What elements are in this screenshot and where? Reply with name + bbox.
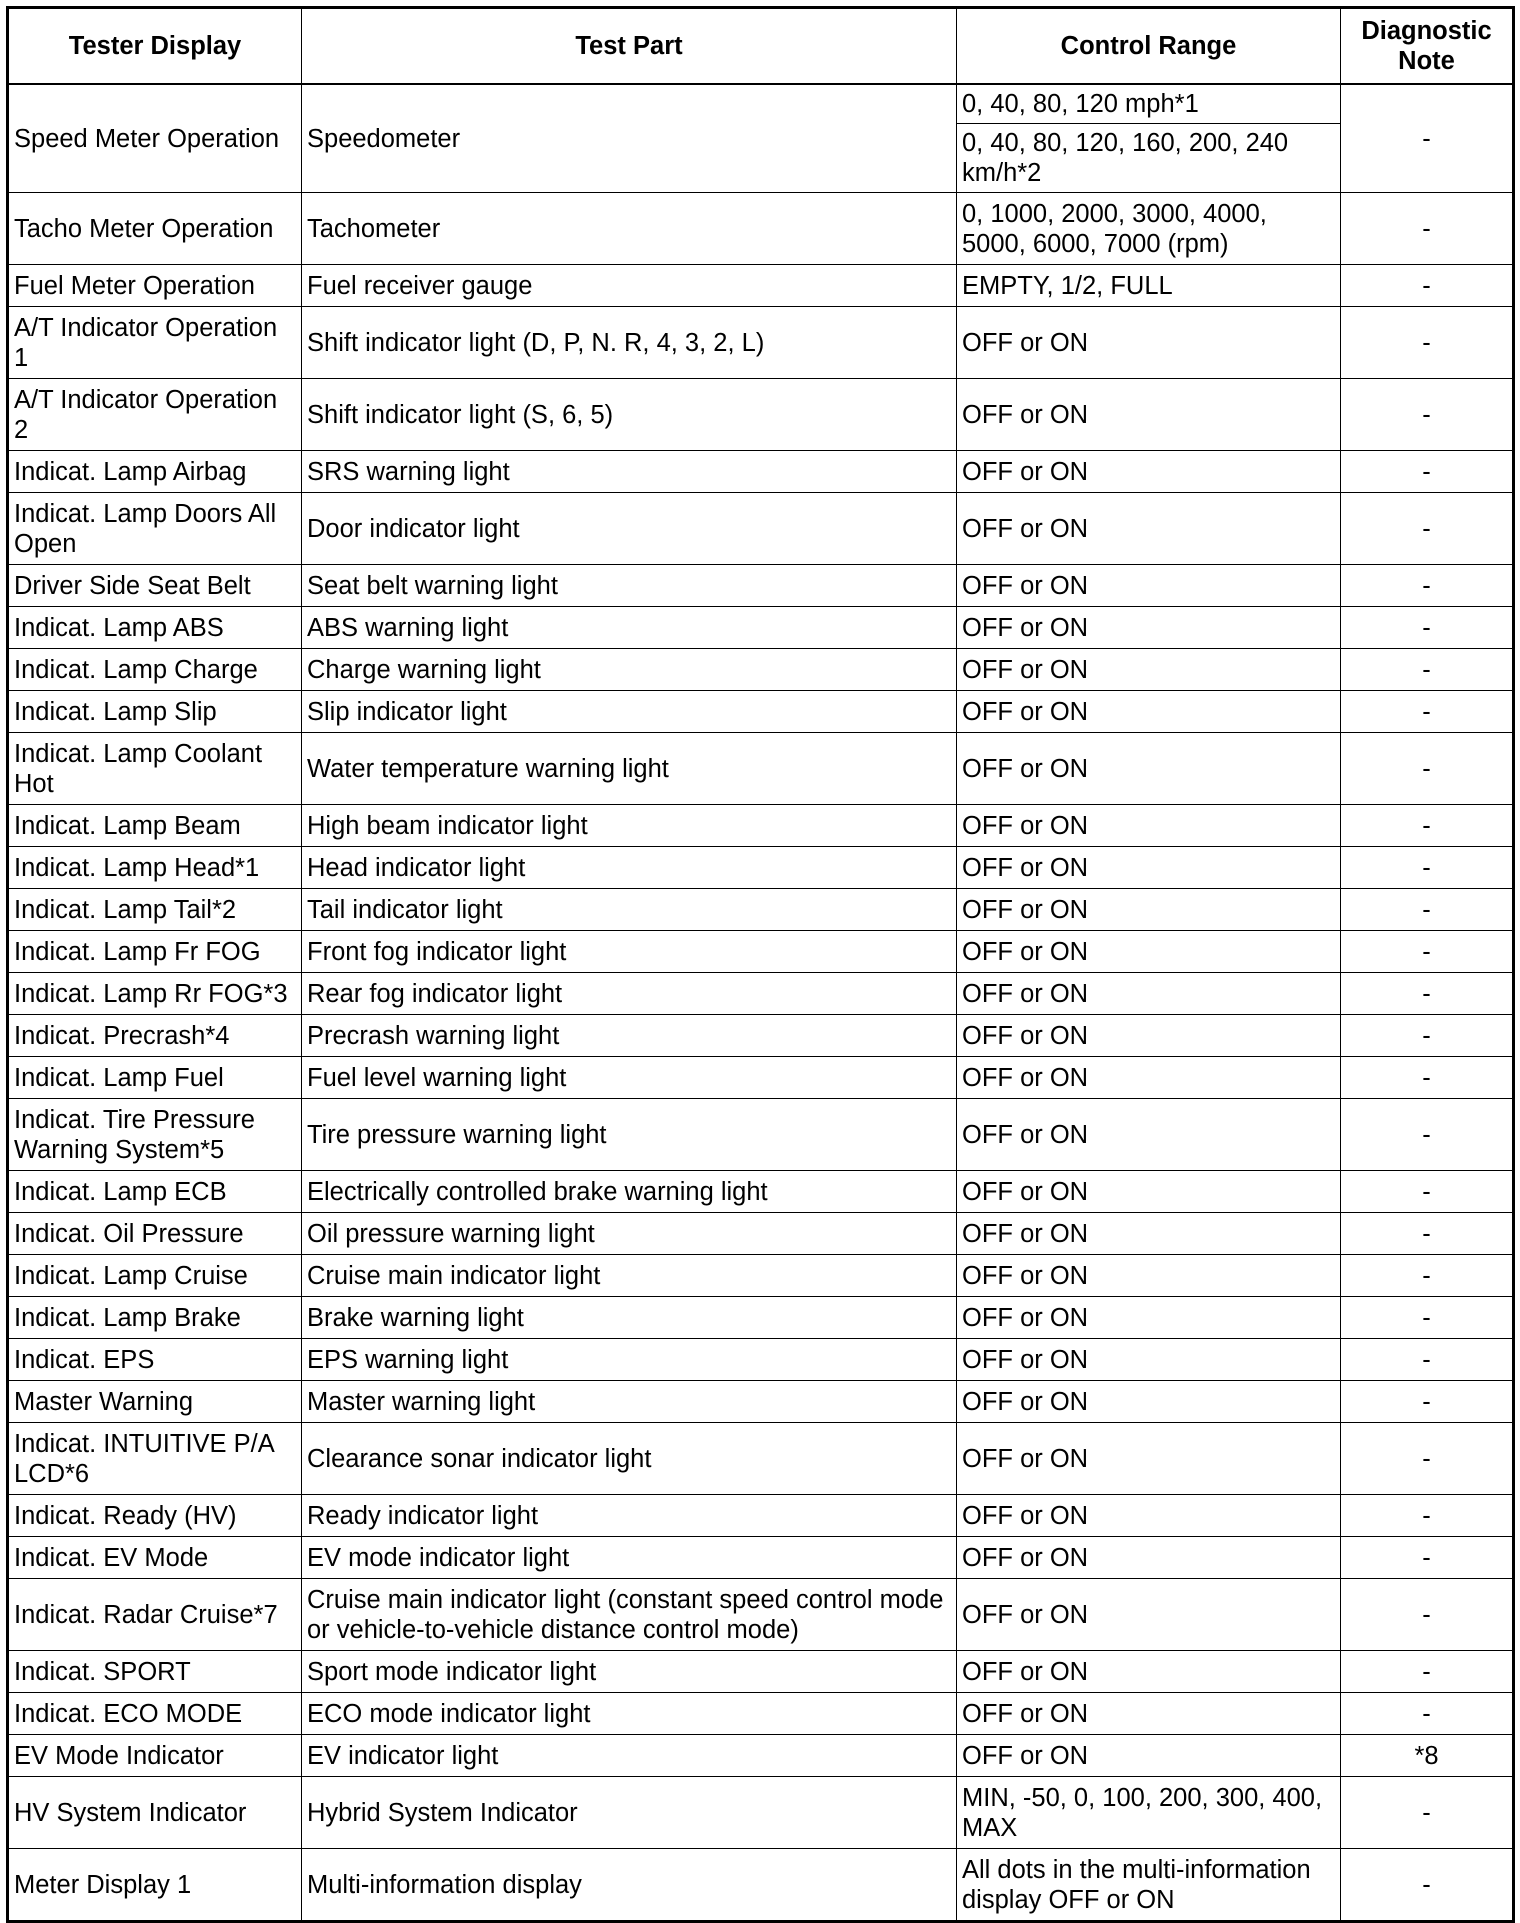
tester-display-cell: Indicat. Lamp Fr FOG	[8, 931, 302, 973]
tester-display-cell: Indicat. Lamp Slip	[8, 691, 302, 733]
test-part-cell: Tachometer	[302, 193, 957, 265]
control-range-cell: OFF or ON	[957, 451, 1341, 493]
table-row	[8, 1255, 1514, 1297]
table-row	[8, 1297, 1514, 1339]
diagnostic-note-cell: -	[1341, 1339, 1514, 1381]
table-row	[8, 931, 1514, 973]
header-row	[8, 8, 1514, 85]
diagnostic-note-cell: -	[1341, 733, 1514, 805]
control-range-cell: MIN, -50, 0, 100, 200, 300, 400, MAX	[957, 1777, 1341, 1849]
control-range-cell: OFF or ON	[957, 973, 1341, 1015]
diagnostic-note-cell: -	[1341, 1057, 1514, 1099]
active-test-table	[6, 6, 1515, 1923]
table-row	[8, 1495, 1514, 1537]
diagnostic-note-cell: -	[1341, 1381, 1514, 1423]
tester-display-cell: Driver Side Seat Belt	[8, 565, 302, 607]
control-range-cell: OFF or ON	[957, 691, 1341, 733]
test-part-cell: Cruise main indicator light (constant speed control mode or vehicle-to-vehicle distance control mode)	[302, 1579, 957, 1651]
tester-display-cell: Indicat. Ready (HV)	[8, 1495, 302, 1537]
table-row	[8, 565, 1514, 607]
table-row	[8, 1693, 1514, 1735]
diagnostic-note-cell: -	[1341, 1495, 1514, 1537]
table-row	[8, 1213, 1514, 1255]
tester-display-cell: Indicat. Lamp ABS	[8, 607, 302, 649]
control-range-cell: OFF or ON	[957, 1015, 1341, 1057]
control-range-cell: OFF or ON	[957, 805, 1341, 847]
diagnostic-note-cell: -	[1341, 1651, 1514, 1693]
table-row	[8, 1537, 1514, 1579]
diagnostic-note-cell: -	[1341, 805, 1514, 847]
test-part-cell: Clearance sonar indicator light	[302, 1423, 957, 1495]
test-part-cell: Brake warning light	[302, 1297, 957, 1339]
control-range-cell: OFF or ON	[957, 607, 1341, 649]
test-part-cell: Water temperature warning light	[302, 733, 957, 805]
test-part-cell: Front fog indicator light	[302, 931, 957, 973]
diagnostic-note-cell: -	[1341, 1693, 1514, 1735]
table-row	[8, 847, 1514, 889]
header-tester-display: Tester Display	[8, 8, 302, 85]
test-part-cell: EPS warning light	[302, 1339, 957, 1381]
table-row	[8, 805, 1514, 847]
test-part-cell: Electrically controlled brake warning light	[302, 1171, 957, 1213]
tester-display-cell: Indicat. SPORT	[8, 1651, 302, 1693]
diagnostic-note-cell: -	[1341, 493, 1514, 565]
tester-display-cell: Indicat. Lamp Head*1	[8, 847, 302, 889]
header-test-part: Test Part	[302, 8, 957, 85]
tester-display-cell: Indicat. Lamp Tail*2	[8, 889, 302, 931]
control-range-cell: OFF or ON	[957, 1255, 1341, 1297]
table-row	[8, 1849, 1514, 1922]
table-row	[8, 265, 1514, 307]
test-part-cell: Multi-information display	[302, 1849, 957, 1922]
test-part-cell: EV indicator light	[302, 1735, 957, 1777]
control-range-cell: OFF or ON	[957, 649, 1341, 691]
test-part-cell: Shift indicator light (S, 6, 5)	[302, 379, 957, 451]
control-range-cell: 0, 1000, 2000, 3000, 4000, 5000, 6000, 7000 (rpm)	[957, 193, 1341, 265]
tester-display-cell: A/T Indicator Operation 1	[8, 307, 302, 379]
test-part-cell: Slip indicator light	[302, 691, 957, 733]
control-range-cell: OFF or ON	[957, 931, 1341, 973]
table-row	[8, 1579, 1514, 1651]
diagnostic-note-cell: -	[1341, 265, 1514, 307]
tester-display-cell: Indicat. ECO MODE	[8, 1693, 302, 1735]
diagnostic-note-cell: -	[1341, 1015, 1514, 1057]
diagnostic-note-cell: -	[1341, 1537, 1514, 1579]
tester-display-cell: Indicat. Precrash*4	[8, 1015, 302, 1057]
tester-display-cell: Indicat. EPS	[8, 1339, 302, 1381]
table-row	[8, 379, 1514, 451]
test-part-cell: Cruise main indicator light	[302, 1255, 957, 1297]
tester-display-cell: Indicat. Lamp Charge	[8, 649, 302, 691]
table-row	[8, 1423, 1514, 1495]
tester-display-cell: Indicat. Lamp Fuel	[8, 1057, 302, 1099]
control-range-cell: OFF or ON	[957, 1423, 1341, 1495]
test-part-cell: SRS warning light	[302, 451, 957, 493]
control-range-cell: OFF or ON	[957, 307, 1341, 379]
control-range-cell: OFF or ON	[957, 1213, 1341, 1255]
control-range-cell: OFF or ON	[957, 379, 1341, 451]
table-row	[8, 1381, 1514, 1423]
test-part-cell: Hybrid System Indicator	[302, 1777, 957, 1849]
tester-display-cell: A/T Indicator Operation 2	[8, 379, 302, 451]
test-part-cell: ECO mode indicator light	[302, 1693, 957, 1735]
tester-display-cell: Indicat. Radar Cruise*7	[8, 1579, 302, 1651]
test-part-cell: Precrash warning light	[302, 1015, 957, 1057]
table-row	[8, 1735, 1514, 1777]
diagnostic-note-cell: -	[1341, 1777, 1514, 1849]
diagnostic-note-cell: -	[1341, 1255, 1514, 1297]
control-range-cell: OFF or ON	[957, 1651, 1341, 1693]
control-range-cell: OFF or ON	[957, 1579, 1341, 1651]
diagnostic-note-cell: -	[1341, 931, 1514, 973]
table-row	[8, 1015, 1514, 1057]
table-row	[8, 193, 1514, 265]
diagnostic-note-cell: -	[1341, 847, 1514, 889]
table-row	[8, 1777, 1514, 1849]
table-row	[8, 451, 1514, 493]
header-control-range: Control Range	[957, 8, 1341, 85]
diagnostic-note-cell: -	[1341, 1213, 1514, 1255]
tester-display-cell: Tacho Meter Operation	[8, 193, 302, 265]
table-row	[8, 307, 1514, 379]
tester-display-cell: HV System Indicator	[8, 1777, 302, 1849]
control-range-cell: OFF or ON	[957, 1171, 1341, 1213]
tester-display-cell: Indicat. Lamp Coolant Hot	[8, 733, 302, 805]
tester-display-cell: Indicat. INTUITIVE P/A LCD*6	[8, 1423, 302, 1495]
control-range-cell: OFF or ON	[957, 1057, 1341, 1099]
diagnostic-note-cell: -	[1341, 1171, 1514, 1213]
tester-display-cell: Indicat. Lamp Brake	[8, 1297, 302, 1339]
control-range-cell: OFF or ON	[957, 1735, 1341, 1777]
test-part-cell: EV mode indicator light	[302, 1537, 957, 1579]
control-range-cell: 0, 40, 80, 120, 160, 200, 240 km/h*2	[957, 124, 1341, 193]
tester-display-cell: Speed Meter Operation	[8, 84, 302, 193]
table-row	[8, 84, 1514, 124]
tester-display-cell: Meter Display 1	[8, 1849, 302, 1922]
table-row	[8, 1651, 1514, 1693]
test-part-cell: Head indicator light	[302, 847, 957, 889]
table-row	[8, 733, 1514, 805]
test-part-cell: Speedometer	[302, 84, 957, 193]
test-part-cell: High beam indicator light	[302, 805, 957, 847]
test-part-cell: Fuel receiver gauge	[302, 265, 957, 307]
test-part-cell: ABS warning light	[302, 607, 957, 649]
control-range-cell: OFF or ON	[957, 1537, 1341, 1579]
diagnostic-note-cell: -	[1341, 193, 1514, 265]
table-row	[8, 1339, 1514, 1381]
table-row	[8, 889, 1514, 931]
control-range-cell: OFF or ON	[957, 565, 1341, 607]
control-range-cell: OFF or ON	[957, 1381, 1341, 1423]
control-range-cell: OFF or ON	[957, 1495, 1341, 1537]
control-range-cell: OFF or ON	[957, 1339, 1341, 1381]
control-range-cell: OFF or ON	[957, 889, 1341, 931]
diagnostic-note-cell: -	[1341, 307, 1514, 379]
table-row	[8, 1171, 1514, 1213]
test-part-cell: Sport mode indicator light	[302, 1651, 957, 1693]
diagnostic-note-cell: -	[1341, 889, 1514, 931]
test-part-cell: Charge warning light	[302, 649, 957, 691]
diagnostic-note-cell: -	[1341, 1423, 1514, 1495]
control-range-cell: OFF or ON	[957, 847, 1341, 889]
table-row	[8, 1099, 1514, 1171]
diagnostic-note-cell: -	[1341, 379, 1514, 451]
control-range-cell: All dots in the multi-information display OFF or ON	[957, 1849, 1341, 1922]
diagnostic-note-cell: -	[1341, 451, 1514, 493]
control-range-cell: OFF or ON	[957, 1297, 1341, 1339]
test-part-cell: Seat belt warning light	[302, 565, 957, 607]
test-part-cell: Rear fog indicator light	[302, 973, 957, 1015]
control-range-cell: OFF or ON	[957, 493, 1341, 565]
tester-display-cell: Indicat. Lamp Rr FOG*3	[8, 973, 302, 1015]
test-part-cell: Door indicator light	[302, 493, 957, 565]
tester-display-cell: Indicat. Lamp Airbag	[8, 451, 302, 493]
diagnostic-note-cell: -	[1341, 565, 1514, 607]
control-range-cell: 0, 40, 80, 120 mph*1	[957, 84, 1341, 124]
table-row	[8, 649, 1514, 691]
test-part-cell: Tire pressure warning light	[302, 1099, 957, 1171]
test-part-cell: Fuel level warning light	[302, 1057, 957, 1099]
diagnostic-note-cell: -	[1341, 607, 1514, 649]
control-range-cell: OFF or ON	[957, 733, 1341, 805]
table-row	[8, 973, 1514, 1015]
header-diagnostic-note: Diagnostic Note	[1341, 8, 1514, 85]
diagnostic-note-cell: -	[1341, 84, 1514, 193]
diagnostic-note-cell: -	[1341, 1099, 1514, 1171]
diagnostic-note-cell: -	[1341, 649, 1514, 691]
control-range-cell: OFF or ON	[957, 1099, 1341, 1171]
tester-display-cell: Indicat. Lamp Beam	[8, 805, 302, 847]
tester-display-cell: Indicat. Tire Pressure Warning System*5	[8, 1099, 302, 1171]
test-part-cell: Shift indicator light (D, P, N. R, 4, 3, 2, L)	[302, 307, 957, 379]
tester-display-cell: Fuel Meter Operation	[8, 265, 302, 307]
test-part-cell: Tail indicator light	[302, 889, 957, 931]
diagnostic-note-cell: -	[1341, 1849, 1514, 1922]
control-range-cell: OFF or ON	[957, 1693, 1341, 1735]
tester-display-cell: Master Warning	[8, 1381, 302, 1423]
diagnostic-note-cell: *8	[1341, 1735, 1514, 1777]
diagnostic-note-cell: -	[1341, 691, 1514, 733]
table-row	[8, 1057, 1514, 1099]
table-row	[8, 607, 1514, 649]
diagnostic-note-cell: -	[1341, 1579, 1514, 1651]
table-row	[8, 691, 1514, 733]
test-part-cell: Oil pressure warning light	[302, 1213, 957, 1255]
tester-display-cell: Indicat. Lamp ECB	[8, 1171, 302, 1213]
tester-display-cell: Indicat. EV Mode	[8, 1537, 302, 1579]
diagnostic-note-cell: -	[1341, 973, 1514, 1015]
test-part-cell: Master warning light	[302, 1381, 957, 1423]
tester-display-cell: EV Mode Indicator	[8, 1735, 302, 1777]
table-row	[8, 493, 1514, 565]
tester-display-cell: Indicat. Oil Pressure	[8, 1213, 302, 1255]
test-part-cell: Ready indicator light	[302, 1495, 957, 1537]
tester-display-cell: Indicat. Lamp Doors All Open	[8, 493, 302, 565]
diagnostic-note-cell: -	[1341, 1297, 1514, 1339]
control-range-cell: EMPTY, 1/2, FULL	[957, 265, 1341, 307]
tester-display-cell: Indicat. Lamp Cruise	[8, 1255, 302, 1297]
